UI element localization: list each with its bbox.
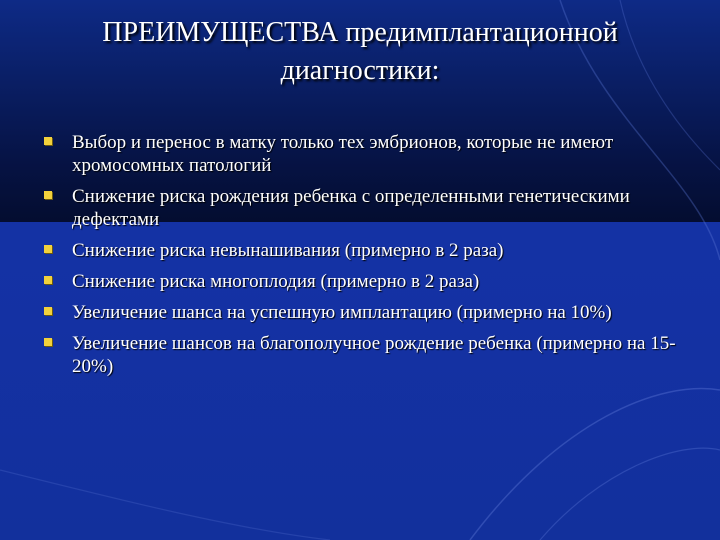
- square-bullet-icon: [44, 307, 52, 315]
- bullet-list: [40, 131, 700, 386]
- list-item: [40, 239, 700, 262]
- list-item: [40, 332, 700, 378]
- slide-title: [40, 14, 680, 90]
- bullet-text: Выбор и перенос в матку только тех эмбрионов, которые не имеют хромосомных патологий: [72, 132, 614, 176]
- list-item: [40, 185, 700, 231]
- bullet-text: Увеличение шансов на благополучное рождение ребенка (примерно на 15-20%): [72, 333, 676, 377]
- list-item: [40, 270, 700, 293]
- bullet-text: Снижение риска рождения ребенка с определенными генетическими дефектами: [72, 186, 630, 230]
- title-line-1: ПРЕИМУЩЕСТВА предимплантационной: [102, 17, 618, 48]
- bullet-text: Увеличение шанса на успешную имплантацию (примерно на 10%): [72, 302, 612, 323]
- square-bullet-icon: [44, 191, 52, 199]
- square-bullet-icon: [44, 276, 52, 284]
- square-bullet-icon: [44, 245, 52, 253]
- square-bullet-icon: [44, 137, 52, 145]
- bullet-text: Снижение риска многоплодия (примерно в 2 раза): [72, 271, 480, 292]
- list-item: [40, 301, 700, 324]
- square-bullet-icon: [44, 338, 52, 346]
- title-line-2: диагностики:: [280, 55, 440, 86]
- list-item: [40, 131, 700, 177]
- bullet-text: Снижение риска невынашивания (примерно в 2 раза): [72, 240, 504, 261]
